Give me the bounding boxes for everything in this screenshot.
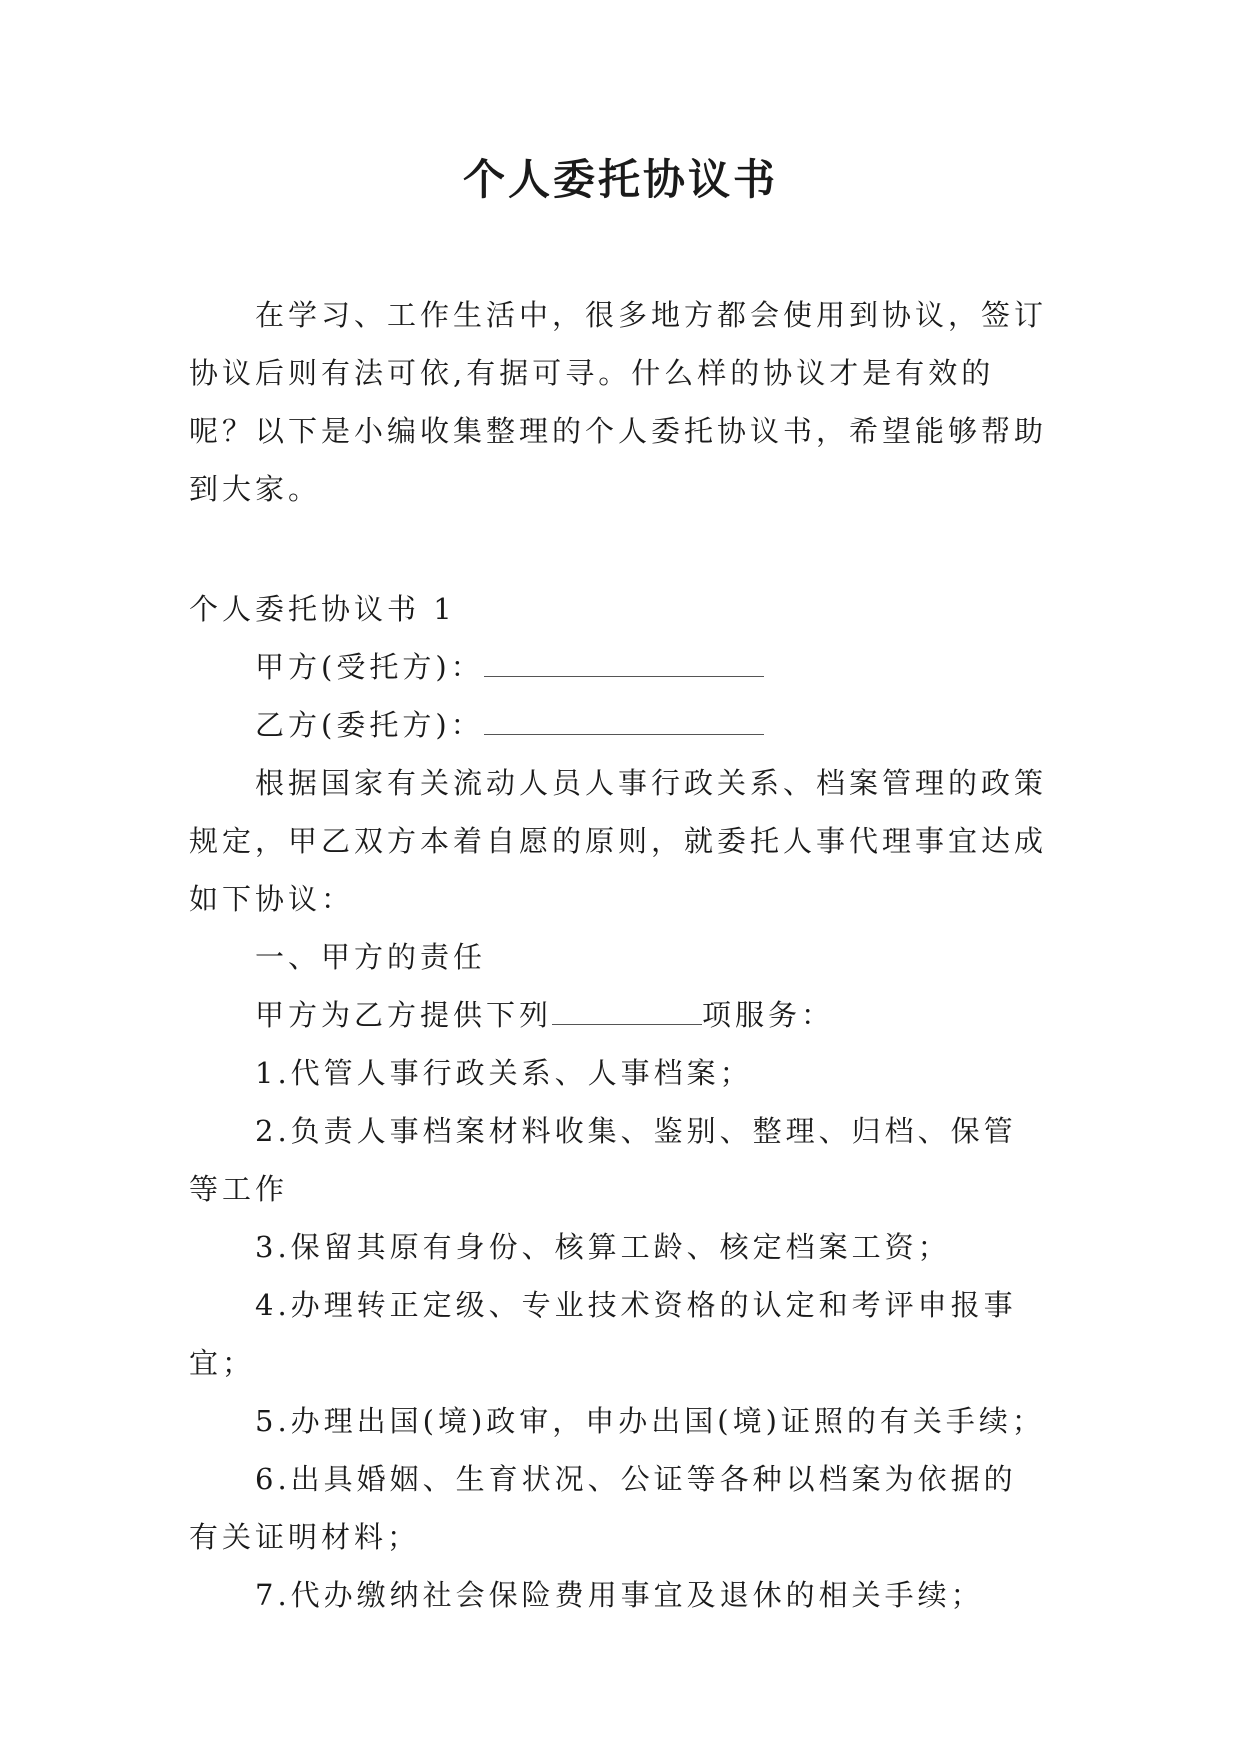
services-prefix: 甲方为乙方提供下列 — [255, 998, 553, 1032]
party-b-blank — [484, 712, 764, 735]
party-a-label: 甲方(受托方)： — [255, 650, 484, 684]
list-item: 2.负责人事档案材料收集、鉴别、整理、归档、保管等工作 — [189, 1114, 1017, 1206]
list-item: 3.保留其原有身份、核算工龄、核定档案工资； — [255, 1230, 951, 1264]
heading-one: 一、甲方的责任 — [255, 940, 487, 974]
services-count-blank — [552, 1002, 702, 1025]
party-b-label: 乙方(委托方)： — [255, 708, 484, 742]
list-item: 7.代办缴纳社会保险费用事宜及退休的相关手续； — [255, 1578, 984, 1612]
intro-paragraph: 在学习、工作生活中，很多地方都会使用到协议，签订协议后则有法可依,有据可寻。什么样的协议才是有效的呢？以下是小编收集整理的个人委托协议书，希望能够帮助到大家。 — [189, 298, 1048, 506]
document-title: 个人委托协议书 — [462, 155, 778, 204]
section-heading: 个人委托协议书 1 — [189, 592, 456, 626]
list-item: 1.代管人事行政关系、人事档案； — [255, 1056, 753, 1090]
party-a-line — [189, 638, 1049, 696]
agreement-section — [189, 580, 1049, 1624]
services-line — [189, 986, 1049, 1044]
preamble-paragraph: 根据国家有关流动人员人事行政关系、档案管理的政策规定，甲乙双方本着自愿的原则，就委托人事代理事宜达成如下协议： — [189, 766, 1048, 916]
list-item: 4.办理转正定级、专业技术资格的认定和考评申报事宜； — [189, 1288, 1017, 1380]
party-b-line — [189, 696, 1049, 754]
services-suffix: 项服务： — [702, 998, 835, 1032]
list-item: 5.办理出国(境)政审，申办出国(境)证照的有关手续； — [255, 1404, 1045, 1438]
intro-block — [189, 286, 1049, 518]
party-a-blank — [484, 654, 764, 677]
list-item: 6.出具婚姻、生育状况、公证等各种以档案为依据的有关证明材料； — [189, 1462, 1017, 1554]
